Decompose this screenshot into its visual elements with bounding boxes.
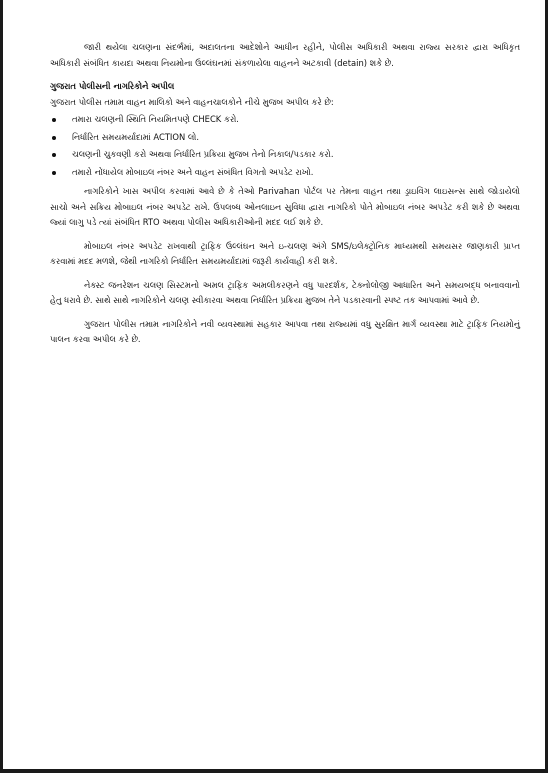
paragraph-detain-notice: જારી થયેલા ચલણના સંદર્ભમાં, અદાલતના આદેશોને આધીન રહીને, પોલીસ અધિકારી અથવા રાજ્ય સરકાર દ્વારા અધિકૃત અધિકારી સંબંધિત કાયદા અથવા નિયમોના ઉલ્લંઘનમાં સંકળાયેલા વાહનને અટકાવી (detain) શકે છે.	[50, 42, 520, 68]
paragraph-mobile-update: નાગરિકોને ખાસ અપીલ કરવામાં આવે છે કે તેઓ Parivahan પોર્ટલ પર તેમના વાહન તથા ડ્રાઇવિંગ લાઇસન્સ સાથે જોડાયેલો સાચો અને સક્રિય મોબાઇલ નંબર અપડેટ રાખે. ઉપલબ્ધ ઓનલાઇન સુવિધા દ્વારા નાગરિકો પોતે મોબાઇલ નંબર અપડેટ કરી શકે છે અથવા જ્યાં લાગુ પડે ત્યાં સંબંધિત RTO અથવા પોલીસ અધિકારીઓની મદદ લઈ શકે છે.	[50, 186, 520, 227]
page-edge-left	[0, 0, 3, 773]
bullet-item	[50, 130, 520, 146]
document-body	[50, 40, 520, 356]
bullet-item	[50, 112, 520, 128]
paragraph-sms-benefit: મોબાઇલ નંબર અપડેટ રાખવાથી ટ્રાફિક ઉલ્લંઘન અને ઇ-ચલણ અંગે SMS/ઇલેક્ટ્રોનિક માધ્યમથી સમયસર જાણકારી પ્રાપ્ત કરવામાં મદદ મળશે, જેથી નાગરિકો નિર્ધારિત સમયમર્યાદામાં જરૂરી કાર્યવાહી કરી શકે.	[50, 240, 520, 266]
bullet-item	[50, 147, 520, 163]
appeal-heading: ગુજરાત પોલીસની નાગરિકોને અપીલ	[50, 81, 175, 91]
bullet-icon	[52, 153, 56, 157]
appeal-bullet-list	[50, 112, 520, 180]
bullet-text: તમારા ચલણની સ્થિતિ નિયમિતપણે CHECK કરો.	[72, 114, 239, 124]
bullet-text: નિર્ધારિત સમયમર્યાદામાં ACTION લો.	[72, 131, 200, 142]
paragraph-next-gen-system: નેક્સ્ટ જનરેશન ચલણ સિસ્ટમનો અમલ ટ્રાફિક અમલીકરણને વધુ પારદર્શક, ટેક્નોલોજી આધારિત અને સમયબદ્ધ બનાવવાનો હેતુ ધરાવે છે. સાથે સાથે નાગરિકોને ચલણ સ્વીકારવા અથવા નિર્ધારિત પ્રક્રિયા મુજબ તેને પડકારવાની સ્પષ્ટ તક આપવામાં આવે છે.	[50, 279, 520, 305]
bullet-item	[50, 165, 520, 181]
bullet-text: તમારો નોંધાયેલ મોબાઇલ નંબર અને વાહન સંબંધિત વિગતો અપડેટ રાખો.	[72, 166, 314, 177]
page-edge-bottom	[0, 769, 548, 773]
bullet-text: ચલણની ચુકવણી કરો અથવા નિર્ધારિત પ્રક્રિયા મુજબ તેનો નિકાલ/પડકાર કરો.	[72, 149, 334, 159]
paragraph-closing-appeal: ગુજરાત પોલીસ તમામ નાગરિકોને નવી વ્યવસ્થામાં સહકાર આપવા તથા રાજ્યમાં વધુ સુરક્ષિત માર્ગ વ્યવસ્થા માટે ટ્રાફિક નિયમોનું પાલન કરવા અપીલ કરે છે.	[50, 318, 520, 344]
appeal-subheading: ગુજરાત પોલીસ તમામ વાહન માલિકો અને વાહનચાલકોને નીચે મુજબ અપીલ કરે છે:	[50, 96, 334, 107]
bullet-icon	[52, 118, 56, 122]
bullet-icon	[52, 136, 56, 140]
bullet-icon	[52, 171, 56, 175]
